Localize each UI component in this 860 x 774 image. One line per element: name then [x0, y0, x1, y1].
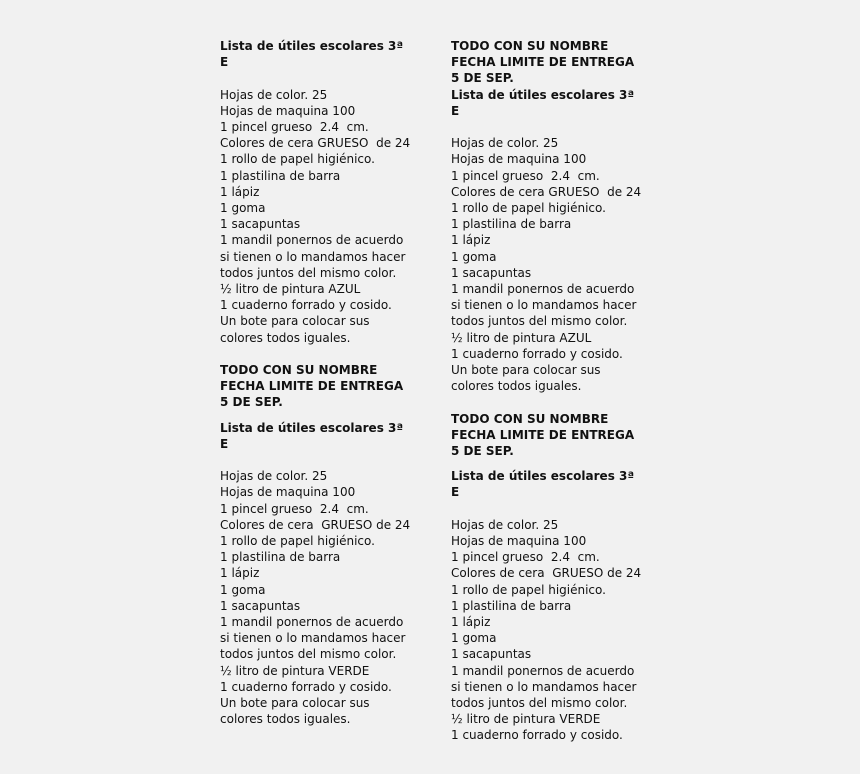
notice-line: TODO CON SU NOMBRE [220, 363, 378, 378]
list-item: 1 rollo de papel higiénico. [451, 582, 606, 597]
list-item: Hojas de maquina 100 [220, 103, 356, 118]
list-item: si tienen o lo mandamos hacer [451, 679, 637, 694]
list-item: 1 lápiz [451, 233, 491, 248]
list-item: 1 mandil ponernos de acuerdo [451, 282, 635, 297]
list-item: 1 goma [451, 249, 497, 264]
list-item: Colores de cera GRUESO de 24 [451, 566, 642, 581]
list-item: 1 sacapuntas [220, 217, 301, 232]
list-item: 1 rollo de papel higiénico. [220, 534, 375, 549]
list-item: 1 cuaderno forrado y cosido. [451, 728, 623, 743]
notice-line: TODO CON SU NOMBRE [451, 39, 609, 53]
notice-line: 5 DE SEP. [451, 71, 514, 86]
list-item: 1 sacapuntas [451, 265, 532, 280]
list-item: 1 pincel grueso 2.4 cm. [451, 550, 600, 565]
list-item: Un bote para colocar sus [220, 696, 370, 711]
list-item: 1 lápiz [451, 615, 491, 630]
supply-list-block [451, 468, 651, 743]
list-item: 1 pincel grueso 2.4 cm. [220, 120, 369, 134]
list-item: si tienen o lo mandamos hacer [451, 298, 637, 313]
list-title: Lista de útiles escolares 3ª [220, 420, 404, 435]
list-item: Hojas de color. 25 [220, 87, 328, 102]
list-item: 1 plastilina de barra [220, 168, 341, 183]
list-item: 1 mandil ponernos de acuerdo [220, 233, 404, 248]
list-item: 1 rollo de papel higiénico. [451, 201, 606, 216]
list-item: todos juntos del mismo color. [220, 265, 397, 280]
list-title-continued: E [220, 436, 229, 451]
notice-line: FECHA LIMITE DE ENTREGA [220, 379, 404, 394]
list-item: 1 plastilina de barra [220, 550, 341, 565]
notice-block [451, 38, 651, 87]
list-item: colores todos iguales. [451, 379, 582, 394]
list-item: 1 sacapuntas [451, 647, 532, 662]
left-column [220, 38, 420, 727]
list-item: todos juntos del mismo color. [451, 696, 628, 711]
list-item: Un bote para colocar sus [220, 314, 370, 329]
list-item: ½ litro de pintura VERDE [451, 712, 601, 727]
list-item: ½ litro de pintura VERDE [220, 663, 370, 678]
list-item: si tienen o lo mandamos hacer [220, 249, 406, 264]
list-item: Colores de cera GRUESO de 24 [451, 184, 642, 199]
notice-block [220, 362, 420, 411]
list-item: 1 pincel grueso 2.4 cm. [220, 501, 369, 516]
list-item: ½ litro de pintura AZUL [451, 330, 592, 345]
list-item: 1 cuaderno forrado y cosido. [220, 679, 392, 694]
list-item: todos juntos del mismo color. [451, 314, 628, 329]
list-item: Hojas de maquina 100 [451, 152, 587, 167]
supply-list-block [220, 38, 420, 346]
list-item: todos juntos del mismo color. [220, 647, 397, 662]
right-column [451, 38, 651, 744]
list-title-continued: E [451, 103, 460, 118]
list-title-continued: E [220, 55, 229, 70]
list-title: Lista de útiles escolares 3ª [220, 39, 404, 53]
list-item: Hojas de maquina 100 [451, 534, 587, 549]
list-item: 1 lápiz [220, 184, 260, 199]
list-title: Lista de útiles escolares 3ª [451, 469, 635, 484]
list-item: Hojas de color. 25 [451, 136, 559, 151]
list-item: 1 goma [451, 631, 497, 646]
list-item: Hojas de color. 25 [220, 469, 328, 484]
list-item: 1 plastilina de barra [451, 598, 572, 613]
list-item: 1 sacapuntas [220, 598, 301, 613]
list-item: Hojas de maquina 100 [220, 485, 356, 500]
list-title-continued: E [451, 485, 460, 500]
list-item: colores todos iguales. [220, 712, 351, 727]
list-item: colores todos iguales. [220, 330, 351, 345]
supply-list-block [451, 87, 651, 395]
supply-list-block [220, 420, 420, 728]
list-item: Colores de cera GRUESO de 24 [220, 517, 411, 532]
notice-line: TODO CON SU NOMBRE [451, 411, 609, 426]
list-item: si tienen o lo mandamos hacer [220, 631, 406, 646]
notice-line: 5 DE SEP. [451, 444, 514, 459]
notice-line: FECHA LIMITE DE ENTREGA [451, 427, 635, 442]
list-item: 1 cuaderno forrado y cosido. [220, 298, 392, 313]
list-item: 1 goma [220, 582, 266, 597]
list-item: 1 lápiz [220, 566, 260, 581]
list-item: 1 pincel grueso 2.4 cm. [451, 168, 600, 183]
list-item: Un bote para colocar sus [451, 363, 601, 378]
list-item: 1 rollo de papel higiénico. [220, 152, 375, 167]
list-item: 1 cuaderno forrado y cosido. [451, 346, 623, 361]
list-item: ½ litro de pintura AZUL [220, 282, 361, 297]
notice-block [451, 411, 651, 460]
list-item: Hojas de color. 25 [451, 517, 559, 532]
list-item: Colores de cera GRUESO de 24 [220, 136, 411, 151]
notice-line: 5 DE SEP. [220, 395, 283, 410]
list-item: 1 goma [220, 201, 266, 216]
list-item: 1 plastilina de barra [451, 217, 572, 232]
notice-line: FECHA LIMITE DE ENTREGA [451, 55, 635, 70]
list-title: Lista de útiles escolares 3ª [451, 87, 635, 102]
list-item: 1 mandil ponernos de acuerdo [451, 663, 635, 678]
list-item: 1 mandil ponernos de acuerdo [220, 615, 404, 630]
